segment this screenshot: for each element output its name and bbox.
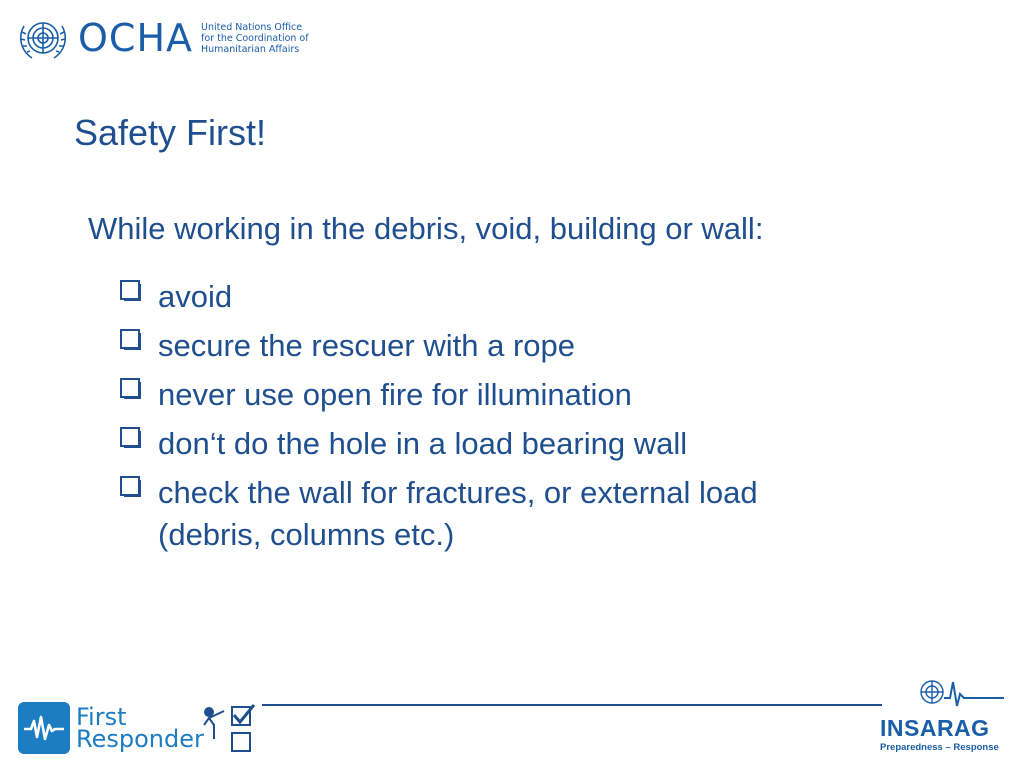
checkbox-bullet-icon <box>118 325 158 367</box>
list-item <box>118 423 838 465</box>
list-item <box>118 276 838 318</box>
list-item-text: secure the rescuer with a rope <box>158 328 575 363</box>
first-responder-logo <box>18 702 204 754</box>
first-responder-text <box>76 703 204 753</box>
checklist-icon <box>200 703 260 757</box>
first-responder-line: First <box>76 703 127 731</box>
list-item-text: avoid <box>158 279 233 314</box>
ocha-logo <box>16 14 309 62</box>
ocha-tagline-line: for the Coordination of <box>201 32 309 44</box>
first-responder-line: Responder <box>76 725 204 753</box>
slide-title: Safety First! <box>74 112 267 153</box>
bullet-list <box>118 276 838 563</box>
checkbox-bullet-icon <box>118 472 158 514</box>
ocha-tagline-line: United Nations Office <box>201 21 303 33</box>
ocha-tagline-line: Humanitarian Affairs <box>201 43 300 55</box>
checkbox-bullet-icon <box>118 276 158 318</box>
list-item-text: never use open fire for illumination <box>158 377 632 412</box>
insarag-name: INSARAG <box>880 715 990 741</box>
ocha-tagline <box>201 22 309 55</box>
heartbeat-icon <box>18 702 70 754</box>
un-emblem-icon <box>16 14 70 62</box>
insarag-tagline: Preparedness – Response <box>880 742 999 753</box>
list-item <box>118 472 838 556</box>
ocha-wordmark: OCHA <box>78 16 194 60</box>
checkbox-bullet-icon <box>118 423 158 465</box>
insarag-emblem-icon <box>880 678 1008 708</box>
list-item-text: don‘t do the hole in a load bearing wall <box>158 426 688 461</box>
footer-divider <box>262 704 882 706</box>
slide-intro: While working in the debris, void, building or wall: <box>88 211 764 246</box>
list-item <box>118 325 838 367</box>
checkbox-bullet-icon <box>118 374 158 416</box>
insarag-logo <box>880 678 1008 753</box>
list-item-text: check the wall for fractures, or external load (debris, columns etc.) <box>158 475 758 552</box>
list-item <box>118 374 838 416</box>
